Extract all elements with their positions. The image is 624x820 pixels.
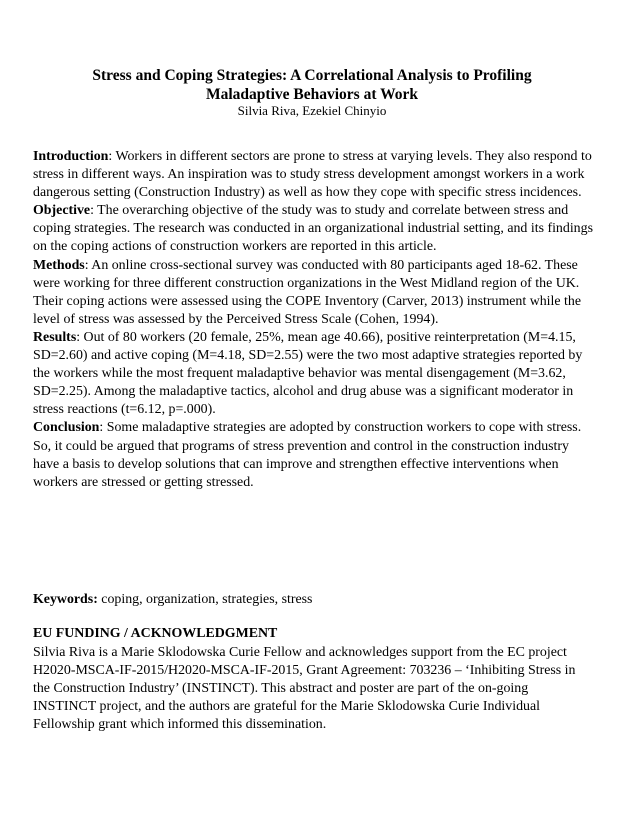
section-results <box>33 329 593 419</box>
section-methods-text: : An online cross-sectional survey was conducted with 80 participants aged 18-62. These were working for three different construction organizations in the West Midland region of the UK. Their coping actions were assessed using the COPE Inventory (Carver, 2013) instrument while the level of stress was assessed by the Perceived Stress Scale (Cohen, 1994). <box>33 257 581 327</box>
abstract <box>33 148 593 492</box>
paper-authors: Silvia Riva, Ezekiel Chinyio <box>237 103 387 118</box>
section-results-text: : Out of 80 workers (20 female, 25%, mean age 40.66), positive reinterpretation (M=4.15, SD=2.60) and active coping (M=4.18, SD=2.55) were the two most adaptive strategies reported by the workers while the most frequent maladaptive behavior was mental disengagement (M=3.62, SD=2.25). Among the maladaptive tactics, alcohol and drug abuse was a significant moderator in stress reactions (t=6.12, p=.000). <box>33 329 583 418</box>
section-methods-label: Methods <box>33 257 85 273</box>
section-conclusion-text: : Some maladaptive strategies are adopted by construction workers to cope with stress. So, it could be argued that programs of stress prevention and control in the construction industry have a basis to develop solutions that can improve and strengthen effective interventions when workers are stressed or getting stressed. <box>33 420 582 490</box>
section-introduction <box>33 148 593 202</box>
keywords-text: coping, organization, strategies, stress <box>97 592 313 607</box>
keywords <box>33 591 593 609</box>
funding-heading: EU FUNDING / ACKNOWLEDGMENT <box>33 626 278 641</box>
funding-text: Silvia Riva is a Marie Sklodowska Curie Fellow and acknowledges support from the EC project H2020-MSCA-IF-2015/H2020-MSCA-IF-2015, Grant Agreement: 703236 – ‘Inhibiting Stress in the Construction Industry’ (INSTINCT). This abstract and poster are part of the on-going INSTINCT project, and the authors are grateful for the Marie Sklodowska Curie Individual Fellowship grant which informed this dissemination. <box>33 645 576 733</box>
section-objective <box>33 202 593 256</box>
section-introduction-label: Introduction <box>33 149 109 164</box>
paper-title-line-2: Maladaptive Behaviors at Work <box>206 86 418 103</box>
section-methods <box>33 257 593 329</box>
section-conclusion <box>33 419 593 491</box>
paper-title <box>20 66 604 104</box>
section-conclusion-label: Conclusion <box>33 420 100 436</box>
section-results-label: Results <box>33 329 77 345</box>
section-objective-text: : The overarching objective of the study was to study and correlate between stress and coping strategies. The research was conducted in an organizational industrial setting, and its findings on the coping actions of construction workers are reported in this article. <box>33 203 593 255</box>
section-objective-label: Objective <box>33 203 91 219</box>
keywords-label: Keywords: <box>33 592 98 607</box>
section-introduction-text: : Workers in different sectors are prone to stress at varying levels. They also respond to stress in different ways. An inspiration was to study stress development amongst workers in a work dangerous setting (Construction Industry) as well as how they cope with specific stress incidences. <box>33 149 592 201</box>
paper-title-line-1: Stress and Coping Strategies: A Correlational Analysis to Profiling <box>92 67 532 84</box>
